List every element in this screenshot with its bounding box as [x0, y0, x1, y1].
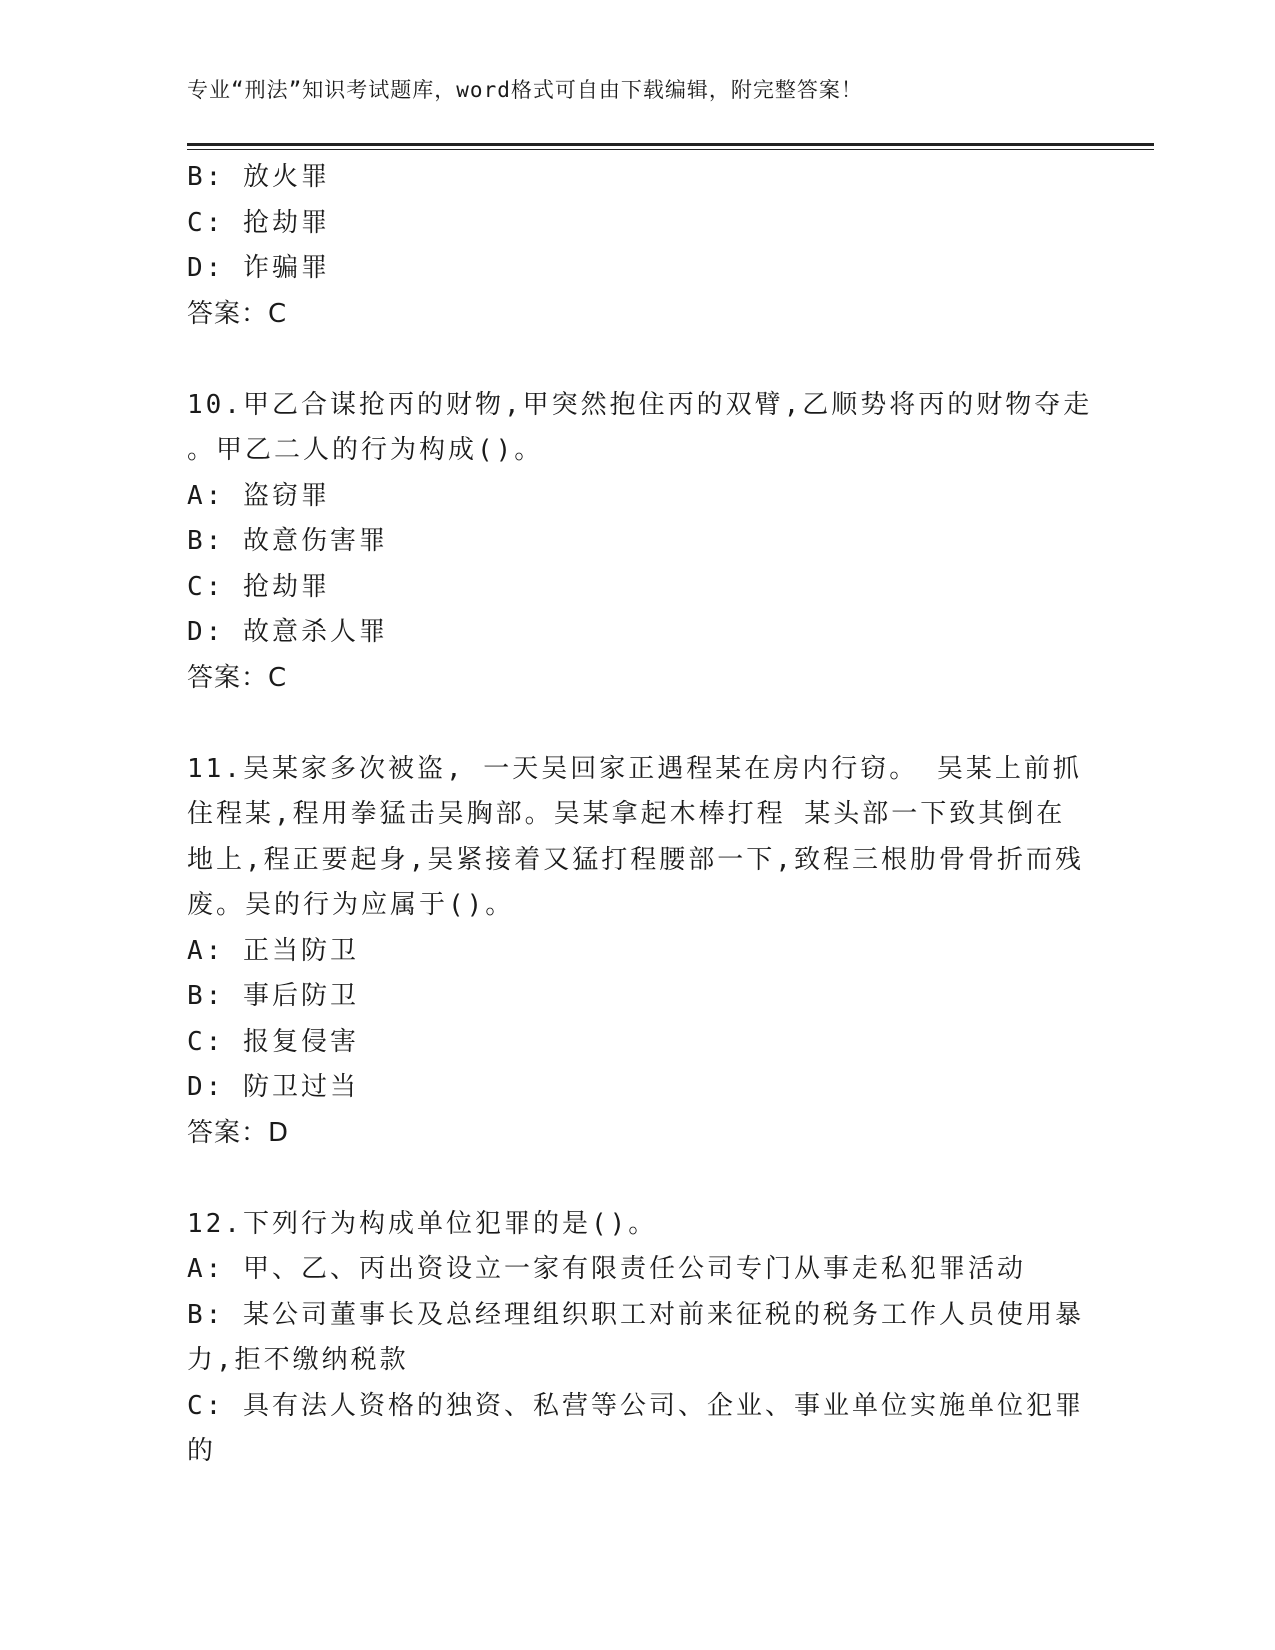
question-stem-line: 废。吴的行为应属于()。: [187, 890, 515, 920]
document-body: [187, 155, 1093, 1475]
option-b-continued: 力,拒不缴纳税款: [187, 1345, 409, 1375]
answer: 答案：D: [187, 1117, 290, 1148]
option-a: A: 正当防卫: [187, 935, 359, 966]
spacer: [187, 337, 1087, 383]
option-c: C: 具有法人资格的独资、私营等公司、企业、事业单位实施单位犯罪: [187, 1390, 1084, 1421]
page-header: 专业“刑法”知识考试题库，word格式可自由下载编辑，附完整答案！: [187, 78, 863, 102]
question-9: [187, 155, 1087, 337]
question-11: [187, 747, 1087, 1157]
option-c: C: 抢劫罪: [187, 571, 330, 602]
question-stem-line: 10.甲乙合谋抢丙的财物,甲突然抱住丙的双臂,乙顺势将丙的财物夺走: [187, 389, 1093, 420]
header-rule-thick: [187, 143, 1154, 146]
option-b: B: 某公司董事长及总经理组织职工对前来征税的税务工作人员使用暴: [187, 1299, 1084, 1330]
option-b: B: 事后防卫: [187, 981, 359, 1011]
question-stem-line: 地上,程正要起身,吴紧接着又猛打程腰部一下,致程三根肋骨骨折而残: [187, 844, 1084, 875]
option-b: B: 放火罪: [187, 162, 330, 192]
option-a: A: 盗窃罪: [187, 480, 330, 511]
option-a: A: 甲、乙、丙出资设立一家有限责任公司专门从事走私犯罪活动: [187, 1254, 1026, 1284]
answer: 答案：C: [187, 298, 288, 329]
question-stem-line: 。甲乙二人的行为构成()。: [187, 435, 544, 465]
question-12: [187, 1202, 1087, 1475]
spacer: [187, 701, 1087, 747]
option-c-continued: 的: [187, 1436, 217, 1466]
option-d: D: 防卫过当: [187, 1072, 359, 1102]
answer: 答案：C: [187, 662, 288, 693]
option-c: C: 抢劫罪: [187, 207, 330, 238]
option-c: C: 报复侵害: [187, 1026, 359, 1057]
question-stem-line: 11.吴某家多次被盗, 一天吴回家正遇程某在房内行窃。 吴某上前抓: [187, 753, 1082, 784]
option-d: D: 诈骗罪: [187, 253, 330, 283]
option-d: D: 故意杀人罪: [187, 617, 388, 647]
option-b: B: 故意伤害罪: [187, 526, 388, 556]
question-stem-line: 住程某,程用拳猛击吴胸部。吴某拿起木棒打程 某头部一下致其倒在: [187, 799, 1066, 829]
question-stem-line: 12.下列行为构成单位犯罪的是()。: [187, 1208, 658, 1239]
header-rule-thin: [187, 149, 1154, 150]
question-10: [187, 383, 1093, 702]
spacer: [187, 1156, 1087, 1202]
